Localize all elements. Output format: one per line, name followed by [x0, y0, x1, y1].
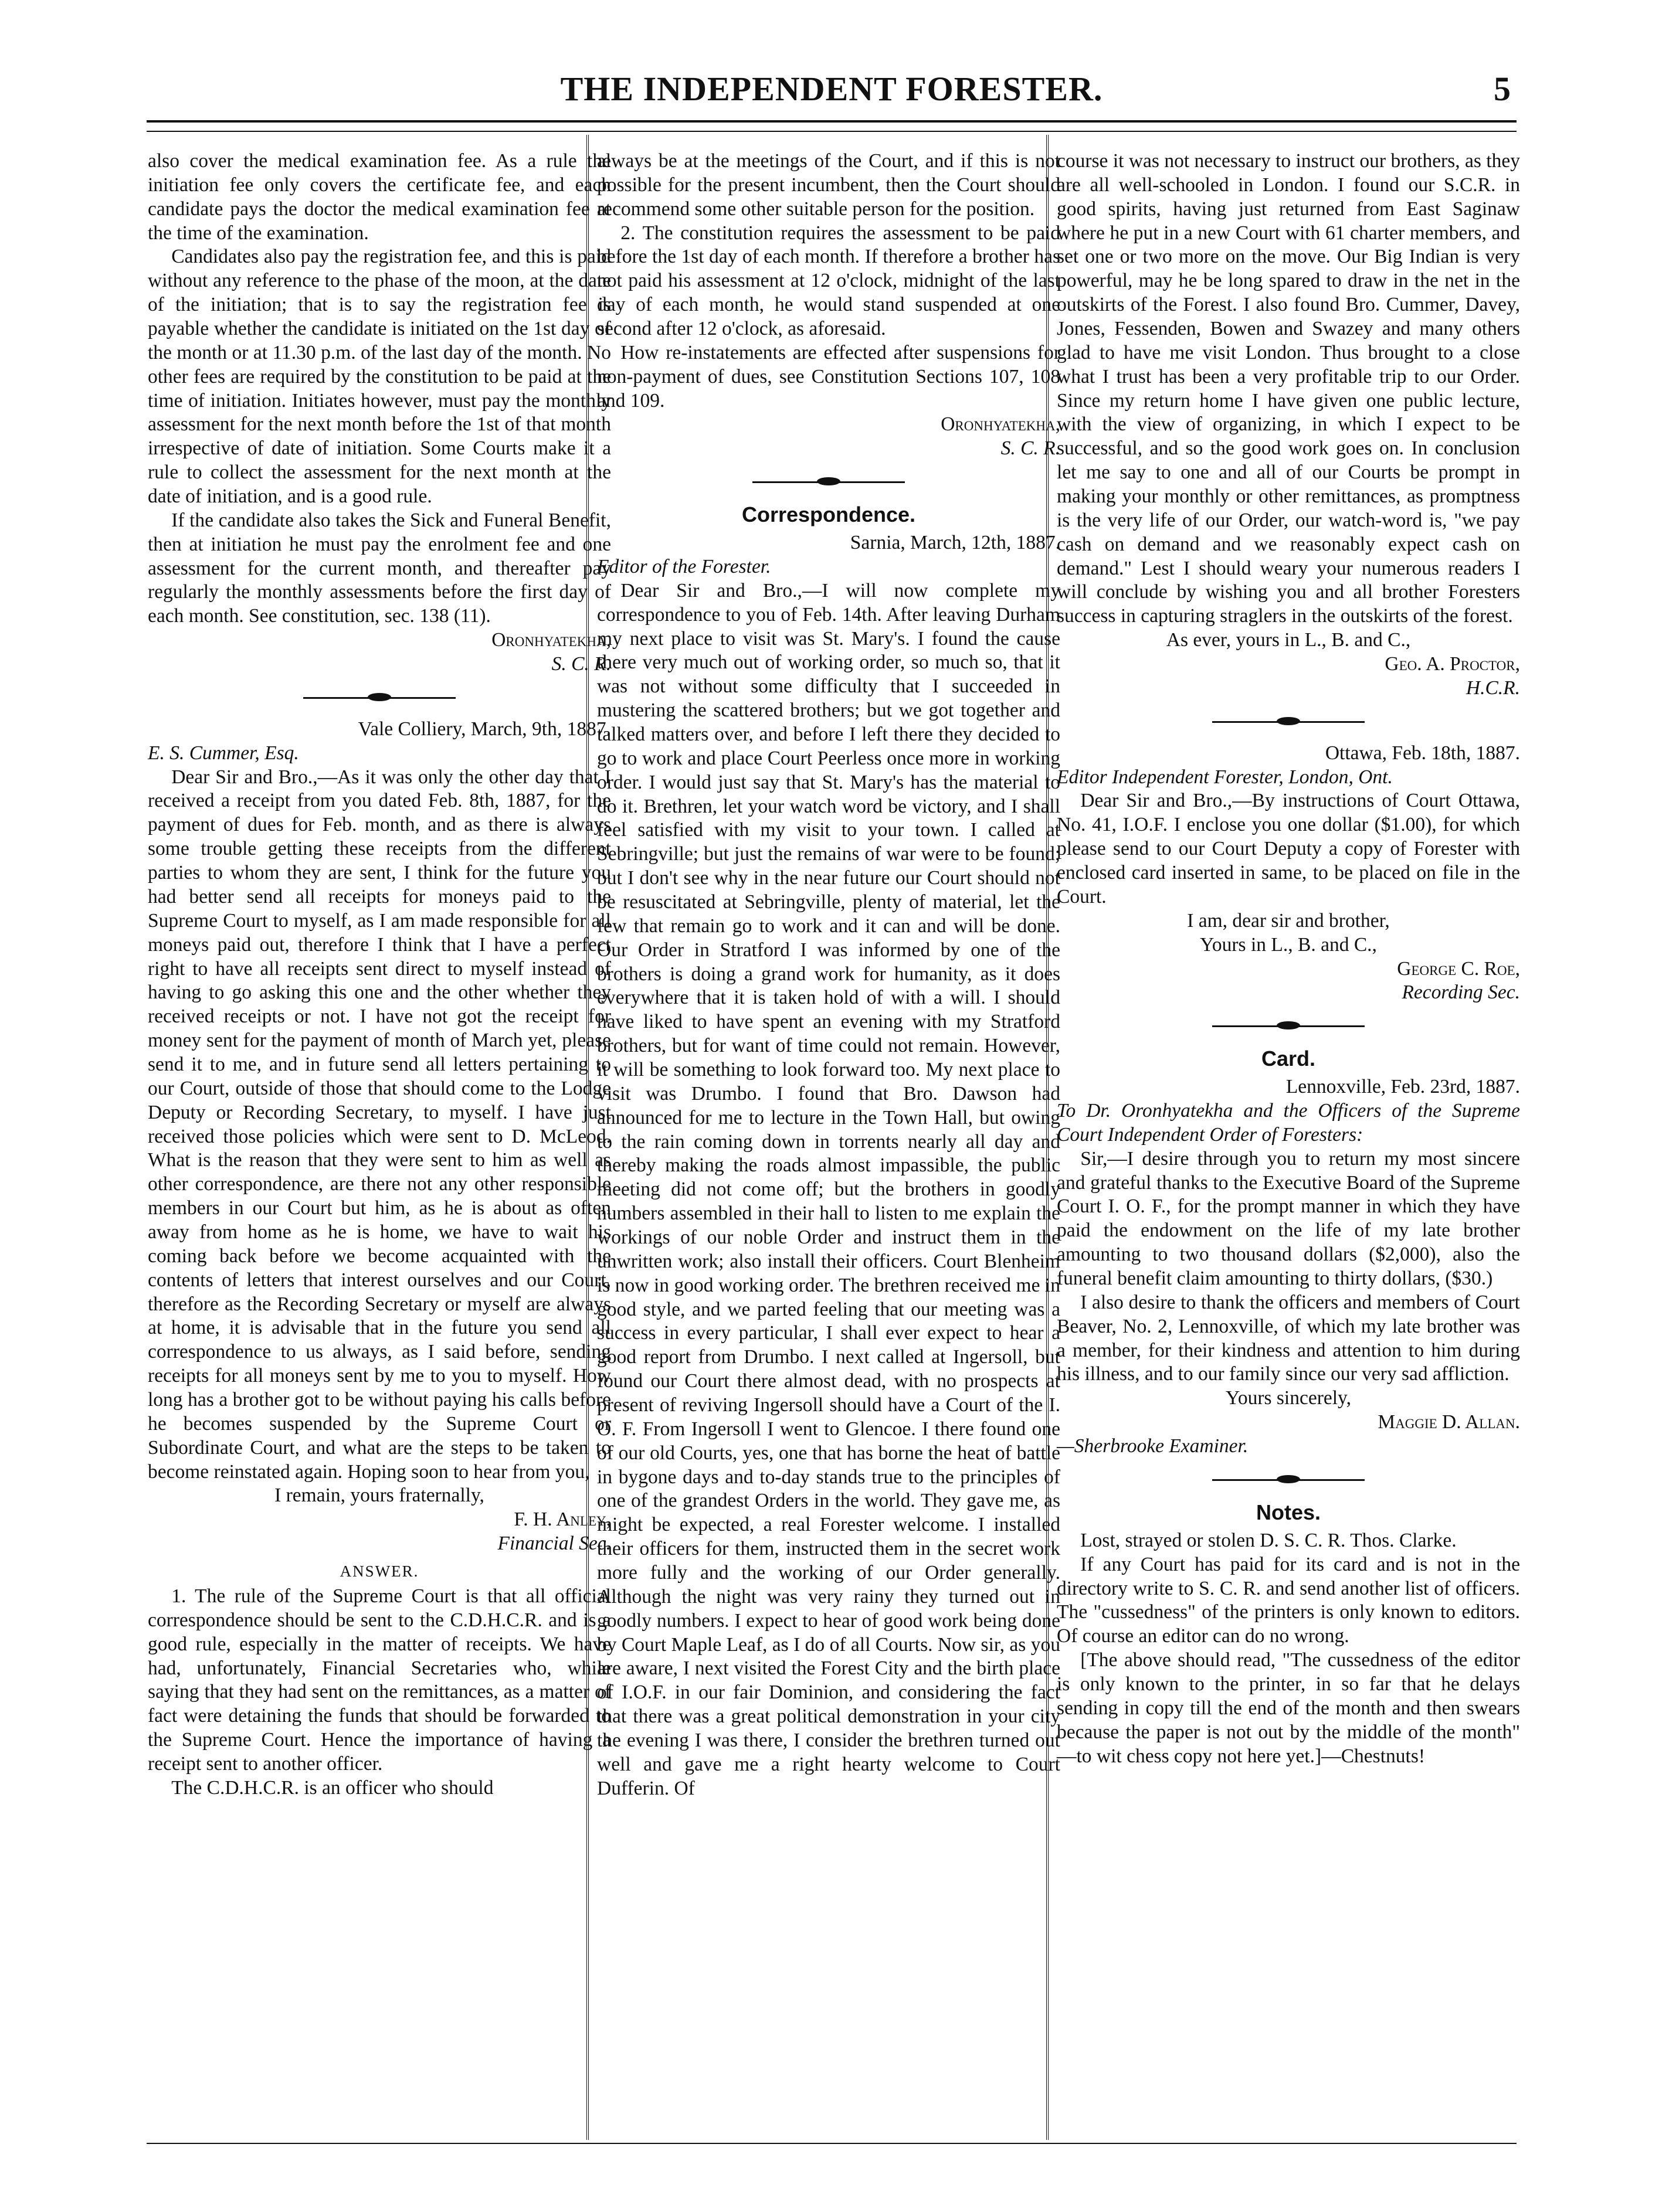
paragraph: I also desire to thank the officers and members of Court Beaver, No. 2, Lennoxville, of which my late brother was a member, for their kindness and attention to him during his illness, and to our family since our very sad affliction.: [1057, 1291, 1520, 1385]
signature-name: Oronhyatekha,: [491, 629, 611, 651]
section-heading: Correspondence.: [741, 502, 916, 527]
letter-body: Dear Sir and Bro.,—I will now complete my correspondence to you of Feb. 14th. After leaving Durham my next place to visit was St. Mary's. I found the cause there very much out of working order, so much so, that it was not without some difficulty that I succeeded in mustering the scattered brothers; but we got together and talked matters over, and before I left there they decided to go to work and place Court Peerless once more in working order. I would just say that St. Mary's has the material to do it. Brethren, let your watch word be victory, and I shall feel satisfied with my visit to your town. I called at Sebringville; but just the remains of war were to be found; but I don't see why in the near future our Court should not be resuscitated at Sebringville, plenty of material, let the few that remain go to work and it can and will be done. Our Order in Stratford I was informed by one of the brothers is doing a grand work for humanity, as it does everywhere that it is taken hold of with a will. I should have liked to have spent an evening with my Stratford brothers, but for want of time could not remain. However, it will be something to look forward too. My next place to visit was Drumbo. I found that Bro. Dawson had announced for me to lecture in the Town Hall, but owing to the rain coming down in torrents nearly all day and thereby making the roads almost impassible, the public meeting did not come off; but the brothers in goodly numbers assembled in their hall to listen to me explain the workings of our noble Order and instruct them in the unwritten work; also install their officers. Court Blenheim is now in good working order. The brethren received me in good style, and we parted feeling that our meeting was a success in every particular, I shall ever expect to hear a good report from Drumbo. I next called at Ingersoll, but found our Court there almost dead, with no prospects at present of reviving Ingersoll should have a Court of the I. O. F. From Ingersoll I went to Glencoe. I there found one of our old Courts, yes, one that has borne the heat of battle in bygone days and to-day stands true to the principles of one of the grandest Orders in the world. They gave me, as might be expected, a real Forester welcome. I installed their officers for them, instructed them in the secret work more fully and the working of our Order generally. Although the night was very rainy they turned out in goodly numbers. I expect to hear of good work being done by Court Maple Leaf, as I do of all Courts. Now sir, as you are aware, I next visited the Forest City and the birth place of I.O.F. in our fair Dominion, and considering the fact that there was a great political demonstration in your city the evening I was there, I consider the brethren turned out well and gave me a right hearty welcome to Court Dufferin. Of: [597, 579, 1060, 1799]
signature-name: George C. Roe,: [1397, 957, 1520, 980]
section-ornament: [752, 475, 905, 490]
paragraph: How re-instatements are effected after suspensions for non-payment of dues, see Constitution Sections 107, 108 and 109.: [597, 341, 1060, 412]
signature-title: Recording Sec.: [1402, 981, 1520, 1004]
paragraph: also cover the medical examination fee. As a rule the initiation fee only covers the certificate fee, and each candidate pays the doctor the medical examination fee at the time of the examination.: [148, 150, 611, 244]
letter-addressee: Editor of the Forester.: [597, 555, 771, 577]
source-credit: —Sherbrooke Examiner.: [1057, 1435, 1249, 1457]
letter-dateline: Vale Colliery, March, 9th, 1887.: [358, 718, 611, 740]
letter-closing: Yours sincerely,: [1225, 1387, 1352, 1409]
section-ornament: [303, 691, 456, 706]
signature-name: F. H. Anley,: [514, 1508, 611, 1531]
paragraph: If any Court has paid for its card and is not in the directory write to S. C. R. and send another list of officers. The "cussedness" of the printers is only known to editors. Of course an editor can do no wrong.: [1057, 1553, 1520, 1647]
paragraph: Candidates also pay the registration fee, and this is paid without any reference to the phase of the moon, at the date of the initiation; that is to say the registration fee is payable whether the candidate is initiated on the 1st day of the month or at 11.30 p.m. of the last day of the month. No other fees are required by the constitution to be paid at the time of initiation. Initiates however, must pay the monthly assessment for the next month before the 1st of that month irrespective of date of initiation. Some Courts make it a rule to collect the assessment for the next month at the date of initiation, and is a good rule.: [148, 246, 611, 508]
letter-body: Dear Sir and Bro.,—By instructions of Court Ottawa, No. 41, I.O.F. I enclose you one dollar ($1.00), for which please send to our Court Deputy a copy of Forester with enclosed card inserted in same, to be placed on file in the Court.: [1057, 790, 1520, 908]
signature-title: S. C. R.: [551, 653, 611, 675]
letter-addressee: To Dr. Oronhyatekha and the Officers of the Supreme Court Independent Order of Foresters:: [1057, 1099, 1520, 1146]
letter-addressee: Editor Independent Forester, London, Ont.: [1057, 766, 1393, 788]
section-heading: Notes.: [1256, 1500, 1321, 1524]
letter-dateline: Lennoxville, Feb. 23rd, 1887.: [1285, 1076, 1520, 1098]
paragraph: 1. The rule of the Supreme Court is that all official correspondence should be sent to the C.D.H.C.R. and is a good rule, especially in the matter of receipts. We have had, unfortunately, Financial Secretaries who, while saying that they had sent on the remittances, as a matter of fact were detaining the funds that should be forwarded to the Supreme Court. Hence the importance of having a receipt sent to another officer.: [148, 1585, 611, 1775]
section-ornament: [1212, 715, 1365, 730]
paragraph: 2. The constitution requires the assessment to be paid before the 1st day of each month. If therefore a brother has not paid his assessment at 12 o'clock, midnight of the last day of each month, he would stand suspended at one second after 12 o'clock, as aforesaid.: [597, 222, 1060, 340]
letter-closing: I am, dear sir and brother,: [1187, 909, 1390, 932]
header-rule: [147, 120, 1517, 132]
column-2: [597, 149, 1060, 1801]
footer-rule: [147, 2143, 1517, 2144]
section-ornament: [1212, 1019, 1365, 1034]
signature-name: Geo. A. Proctor,: [1385, 653, 1520, 675]
letter-closing: Yours in L., B. and C.,: [1200, 933, 1377, 956]
letter-dateline: Ottawa, Feb. 18th, 1887.: [1325, 742, 1520, 764]
paragraph: The C.D.H.C.R. is an officer who should: [171, 1776, 494, 1799]
signature-title: S. C. R.: [1000, 437, 1060, 460]
letter-dateline: Sarnia, March, 12th, 1887.: [850, 532, 1060, 554]
paragraph: Sir,—I desire through you to return my most sincere and grateful thanks to the Executive Board of the Supreme Court I. O. F., for the prompt manner in which they have paid the endowment on the life of my late brother amounting to two thousand dollars ($2,000), also the funeral benefit claim amounting to thirty dollars, ($30.): [1057, 1147, 1520, 1289]
letter-addressee: E. S. Cummer, Esq.: [148, 742, 299, 764]
signature-title: H.C.R.: [1466, 677, 1520, 699]
signature-title: Financial Sec.: [497, 1533, 611, 1555]
paragraph: [The above should read, "The cussedness of the editor is only known to the printer, in so far that he delays sending in copy till the end of the month and then swears because the paper is not out by the middle of the month" —to wit chess copy not here yet.]—Chestnuts!: [1057, 1649, 1520, 1767]
paragraph: If the candidate also takes the Sick and Funeral Benefit, then at initiation he must pay the enrolment fee and one assessment for the current month, and thereafter pay regularly the monthly assessments before the first day of each month. See constitution, sec. 138 (11).: [148, 509, 611, 627]
paragraph: Lost, strayed or stolen D. S. C. R. Thos. Clarke.: [1080, 1529, 1457, 1551]
answer-label: ANSWER.: [340, 1562, 419, 1580]
letter-closing: As ever, yours in L., B. and C.,: [1166, 629, 1411, 651]
signature-name: Maggie D. Allan.: [1378, 1411, 1520, 1433]
column-3: [1057, 149, 1520, 1768]
column-1: [148, 149, 611, 1800]
section-heading: Card.: [1261, 1046, 1316, 1071]
page-number: 5: [1494, 70, 1511, 108]
section-ornament: [1212, 1473, 1365, 1488]
paragraph: always be at the meetings of the Court, and if this is not possible for the present incumbent, then the Court should recommend some other suitable person for the position.: [597, 150, 1060, 220]
page-title: THE INDEPENDENT FORESTER.: [560, 70, 1103, 108]
masthead: [147, 64, 1517, 111]
letter-body: Dear Sir and Bro.,—As it was only the other day that I received a receipt from you dated Feb. 8th, 1887, for the payment of dues for Feb. month, and as there is always some trouble getting these receipts from the different parties to whom they are sent, I think for the future you had better send all receipts for moneys paid to the Supreme Court to myself, as I am made responsible for all moneys paid out, therefore I think that I have a perfect right to have all receipts sent direct to myself instead of having to go asking this one and the other whether they received receipts or not. I have not got the receipt for money sent for the payment of month of March yet, please send it to me, and in future send all letters pertaining to our Court, outside of those that should come to the Lodge Deputy or Recording Secretary, to myself. I have just received those policies which were sent to D. McLeod. What is the reason that they were sent to him as well as other correspondence, are there not any other responsible members in our Court but him, as he is about as often away from home as he is home, we have to wait his coming back before we become acquainted with the contents of letters that interest ourselves and our Court, therefore as the Recording Secretary or myself are always at home, it is advisable that in the future you send all correspondence to us always, as I said before, sending receipts for all moneys sent by me to you to myself. How long has a brother got to be without paying his calls before he becomes suspended by the Supreme Court or Subordinate Court, and what are the steps to be taken to become reinstated again. Hoping soon to hear from you,: [148, 766, 611, 1483]
letter-closing: I remain, yours fraternally,: [274, 1484, 484, 1507]
signature-name: Oronhyatekha,: [941, 413, 1060, 436]
paragraph: course it was not necessary to instruct our brothers, as they are all well-schooled in London. I found our S.C.R. in good spirits, having just returned from East Saginaw where he put in a new Court with 61 charter members, and set one or two more on the move. Our Big Indian is very powerful, may he be long spared to draw in the net in the outskirts of the Forest. I also found Bro. Cummer, Davey, Jones, Fessenden, Bowen and Swazey and many others glad to have me visit London. Thus brought to a close what I trust has been a very profitable trip to our Order. Since my return home I have given one public lecture, with the view of organizing, in which I expect to be successful, and so the good work goes on. In conclusion let me say to one and all of our Courts be prompt in making your monthly or other remittances, as promptness is the very life of our Order, our watch-word is, "we pay cash on demand and we reasonably expect cash on demand." Lest I should weary your numerous readers I will conclude by wishing you and all brother Foresters success in capturing straglers in the outskirts of the forest.: [1057, 150, 1520, 627]
